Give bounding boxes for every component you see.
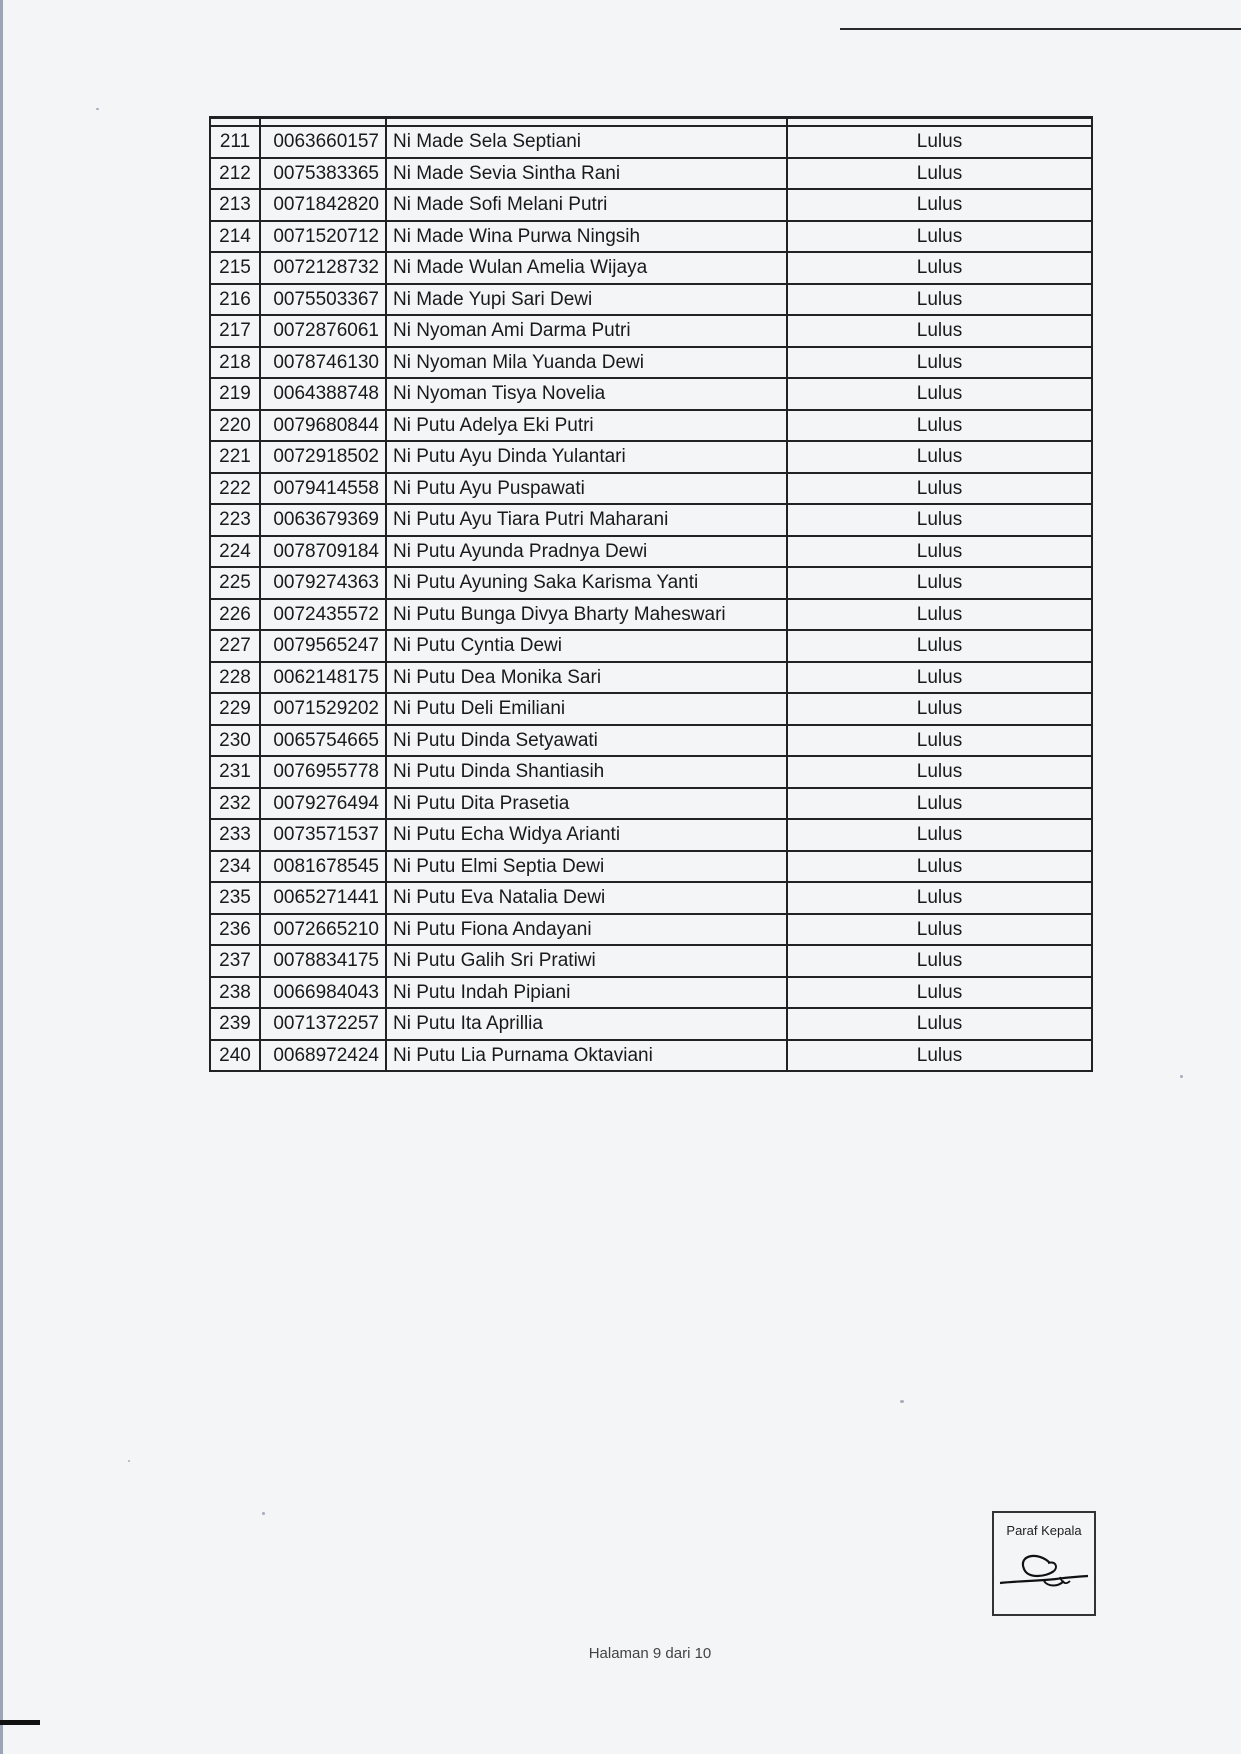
student-name: Ni Putu Dita Prasetia (386, 788, 787, 820)
status: Lulus (787, 567, 1092, 599)
student-name: Ni Putu Ita Aprillia (386, 1008, 787, 1040)
status: Lulus (787, 725, 1092, 757)
student-id: 0062148175 (260, 662, 386, 694)
scan-speck (1180, 1075, 1183, 1078)
row-number: 215 (210, 252, 260, 284)
table-row (210, 536, 1092, 568)
student-id: 0079680844 (260, 410, 386, 442)
table-row (210, 630, 1092, 662)
row-number: 213 (210, 189, 260, 221)
paraf-box (992, 1511, 1096, 1616)
student-name: Ni Putu Deli Emiliani (386, 693, 787, 725)
table-row (210, 725, 1092, 757)
page-number: Halaman 9 dari 10 (588, 1645, 712, 1662)
student-id: 0075383365 (260, 158, 386, 190)
student-name: Ni Putu Bunga Divya Bharty Maheswari (386, 599, 787, 631)
bottom-scan-mark (0, 1720, 40, 1725)
status: Lulus (787, 126, 1092, 158)
table-header-strip (210, 118, 1092, 127)
status: Lulus (787, 221, 1092, 253)
table-row (210, 410, 1092, 442)
table-row (210, 441, 1092, 473)
table-row (210, 977, 1092, 1009)
row-number: 233 (210, 819, 260, 851)
student-id: 0071842820 (260, 189, 386, 221)
student-id: 0079414558 (260, 473, 386, 505)
student-name: Ni Putu Ayu Puspawati (386, 473, 787, 505)
scan-speck (96, 108, 99, 110)
student-id: 0081678545 (260, 851, 386, 883)
status: Lulus (787, 693, 1092, 725)
table-row (210, 1040, 1092, 1072)
scan-speck (262, 1512, 265, 1515)
scan-speck (900, 1400, 904, 1403)
student-id: 0063679369 (260, 504, 386, 536)
student-name: Ni Putu Ayu Tiara Putri Maharani (386, 504, 787, 536)
student-name: Ni Putu Galih Sri Pratiwi (386, 945, 787, 977)
row-number: 239 (210, 1008, 260, 1040)
status: Lulus (787, 315, 1092, 347)
status: Lulus (787, 788, 1092, 820)
student-id: 0071372257 (260, 1008, 386, 1040)
student-id: 0071529202 (260, 693, 386, 725)
table-row (210, 662, 1092, 694)
row-number: 234 (210, 851, 260, 883)
table-row (210, 851, 1092, 883)
paraf-label: Paraf Kepala (1006, 1523, 1082, 1538)
student-id: 0063660157 (260, 126, 386, 158)
student-id: 0064388748 (260, 378, 386, 410)
student-name: Ni Made Sela Septiani (386, 126, 787, 158)
student-name: Ni Putu Ayu Dinda Yulantari (386, 441, 787, 473)
table-row (210, 599, 1092, 631)
student-name: Ni Putu Dinda Setyawati (386, 725, 787, 757)
row-number: 229 (210, 693, 260, 725)
row-number: 212 (210, 158, 260, 190)
row-number: 238 (210, 977, 260, 1009)
table-row (210, 158, 1092, 190)
table-row (210, 378, 1092, 410)
left-scan-edge (0, 0, 3, 1754)
table-row (210, 252, 1092, 284)
row-number: 230 (210, 725, 260, 757)
status: Lulus (787, 756, 1092, 788)
table-row (210, 189, 1092, 221)
student-id: 0079276494 (260, 788, 386, 820)
student-name: Ni Nyoman Tisya Novelia (386, 378, 787, 410)
row-number: 228 (210, 662, 260, 694)
status: Lulus (787, 819, 1092, 851)
table-row (210, 756, 1092, 788)
student-name: Ni Putu Indah Pipiani (386, 977, 787, 1009)
student-id: 0071520712 (260, 221, 386, 253)
row-number: 226 (210, 599, 260, 631)
student-id: 0075503367 (260, 284, 386, 316)
status: Lulus (787, 599, 1092, 631)
status: Lulus (787, 977, 1092, 1009)
table-row (210, 693, 1092, 725)
status: Lulus (787, 189, 1092, 221)
results-table (209, 116, 1093, 1072)
student-id: 0079565247 (260, 630, 386, 662)
row-number: 236 (210, 914, 260, 946)
status: Lulus (787, 851, 1092, 883)
student-name: Ni Made Sofi Melani Putri (386, 189, 787, 221)
student-name: Ni Putu Adelya Eki Putri (386, 410, 787, 442)
status: Lulus (787, 914, 1092, 946)
table-row (210, 1008, 1092, 1040)
student-name: Ni Nyoman Ami Darma Putri (386, 315, 787, 347)
row-number: 216 (210, 284, 260, 316)
row-number: 211 (210, 126, 260, 158)
status: Lulus (787, 158, 1092, 190)
table-row (210, 882, 1092, 914)
table-row (210, 914, 1092, 946)
student-id: 0072918502 (260, 441, 386, 473)
status: Lulus (787, 1040, 1092, 1072)
student-id: 0079274363 (260, 567, 386, 599)
student-id: 0076955778 (260, 756, 386, 788)
student-name: Ni Nyoman Mila Yuanda Dewi (386, 347, 787, 379)
row-number: 219 (210, 378, 260, 410)
status: Lulus (787, 473, 1092, 505)
student-name: Ni Putu Dea Monika Sari (386, 662, 787, 694)
row-number: 223 (210, 504, 260, 536)
status: Lulus (787, 882, 1092, 914)
table-row (210, 567, 1092, 599)
student-id: 0068972424 (260, 1040, 386, 1072)
row-number: 224 (210, 536, 260, 568)
status: Lulus (787, 252, 1092, 284)
table-row (210, 945, 1092, 977)
student-name: Ni Putu Lia Purnama Oktaviani (386, 1040, 787, 1072)
table-row (210, 284, 1092, 316)
table-row (210, 819, 1092, 851)
status: Lulus (787, 410, 1092, 442)
top-rule (840, 28, 1241, 30)
student-id: 0065271441 (260, 882, 386, 914)
status: Lulus (787, 662, 1092, 694)
student-id: 0072665210 (260, 914, 386, 946)
table-row (210, 315, 1092, 347)
signature-icon (998, 1541, 1090, 1605)
status: Lulus (787, 536, 1092, 568)
student-id: 0078834175 (260, 945, 386, 977)
student-name: Ni Putu Elmi Septia Dewi (386, 851, 787, 883)
student-name: Ni Putu Echa Widya Arianti (386, 819, 787, 851)
row-number: 240 (210, 1040, 260, 1072)
student-id: 0066984043 (260, 977, 386, 1009)
student-id: 0072876061 (260, 315, 386, 347)
status: Lulus (787, 945, 1092, 977)
row-number: 220 (210, 410, 260, 442)
student-name: Ni Putu Ayuning Saka Karisma Yanti (386, 567, 787, 599)
table-row (210, 788, 1092, 820)
student-id: 0072435572 (260, 599, 386, 631)
status: Lulus (787, 347, 1092, 379)
row-number: 222 (210, 473, 260, 505)
table-row (210, 126, 1092, 158)
student-name: Ni Made Wulan Amelia Wijaya (386, 252, 787, 284)
row-number: 214 (210, 221, 260, 253)
table-body (210, 126, 1092, 1071)
row-number: 237 (210, 945, 260, 977)
student-id: 0078709184 (260, 536, 386, 568)
student-name: Ni Made Yupi Sari Dewi (386, 284, 787, 316)
table-row (210, 473, 1092, 505)
status: Lulus (787, 284, 1092, 316)
student-id: 0078746130 (260, 347, 386, 379)
table-row (210, 504, 1092, 536)
student-name: Ni Putu Ayunda Pradnya Dewi (386, 536, 787, 568)
table-row (210, 221, 1092, 253)
scan-speck (128, 1460, 130, 1462)
student-name: Ni Putu Dinda Shantiasih (386, 756, 787, 788)
row-number: 221 (210, 441, 260, 473)
status: Lulus (787, 378, 1092, 410)
status: Lulus (787, 441, 1092, 473)
student-name: Ni Putu Eva Natalia Dewi (386, 882, 787, 914)
row-number: 231 (210, 756, 260, 788)
status: Lulus (787, 504, 1092, 536)
status: Lulus (787, 1008, 1092, 1040)
table-row (210, 347, 1092, 379)
row-number: 235 (210, 882, 260, 914)
row-number: 225 (210, 567, 260, 599)
student-name: Ni Putu Fiona Andayani (386, 914, 787, 946)
row-number: 227 (210, 630, 260, 662)
row-number: 232 (210, 788, 260, 820)
student-name: Ni Made Sevia Sintha Rani (386, 158, 787, 190)
student-id: 0065754665 (260, 725, 386, 757)
student-id: 0072128732 (260, 252, 386, 284)
student-name: Ni Made Wina Purwa Ningsih (386, 221, 787, 253)
row-number: 217 (210, 315, 260, 347)
student-name: Ni Putu Cyntia Dewi (386, 630, 787, 662)
student-id: 0073571537 (260, 819, 386, 851)
status: Lulus (787, 630, 1092, 662)
row-number: 218 (210, 347, 260, 379)
